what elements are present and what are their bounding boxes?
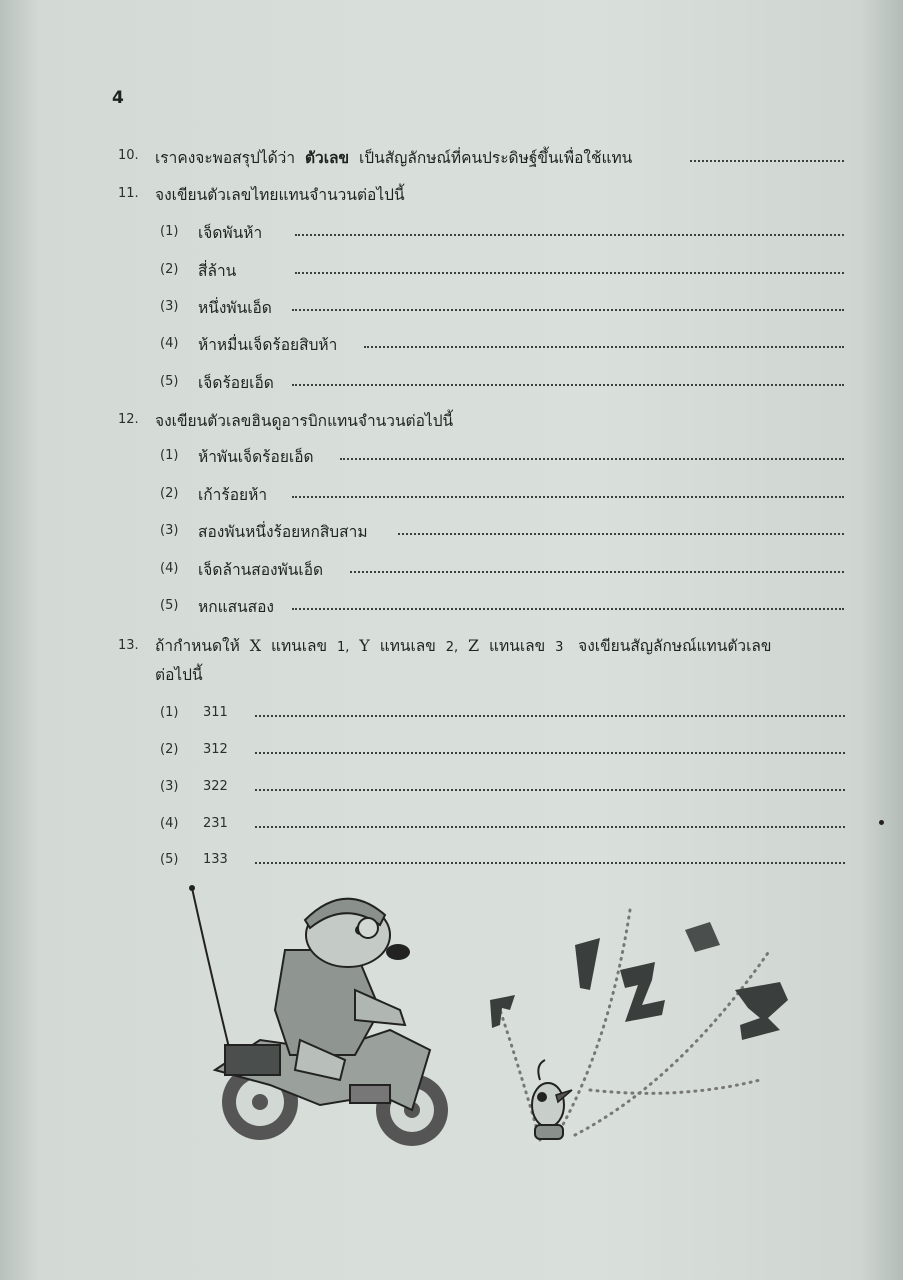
q11-item-3-number: (3) — [160, 299, 179, 314]
q13-item-1-label: 311 — [203, 705, 228, 720]
q11-item-2-number: (2) — [160, 262, 179, 277]
q12-item-2-label: เก้าร้อยห้า — [198, 486, 268, 504]
answer-line-q10[interactable] — [690, 160, 844, 162]
question-11-number: 11. — [118, 186, 139, 201]
q11-item-4-number: (4) — [160, 336, 179, 351]
q12-item-3-number: (3) — [160, 523, 179, 538]
ink-dot — [879, 820, 884, 825]
answer-line-q11-4[interactable] — [364, 346, 844, 348]
q13-word-2: แทนเลข — [270, 637, 328, 655]
dog-motorcycle-illustration — [180, 880, 470, 1160]
q12-item-2-number: (2) — [160, 486, 179, 501]
answer-line-q12-5[interactable] — [292, 608, 844, 610]
q12-item-4-label: เจ็ดล้านสองพันเอ็ด — [198, 561, 324, 579]
q13-item-3-label: 322 — [203, 779, 228, 794]
q13-item-2-label: 312 — [203, 742, 228, 757]
q11-item-3-label: หนึ่งพันเอ็ด — [198, 299, 272, 317]
question-10-text — [155, 145, 632, 170]
answer-line-q11-1[interactable] — [295, 234, 844, 236]
q13-item-5-number: (5) — [160, 852, 179, 867]
bird-numerals-illustration — [480, 900, 800, 1150]
answer-line-q13-4[interactable] — [255, 826, 845, 828]
answer-line-q12-4[interactable] — [350, 571, 844, 573]
q13-item-4-number: (4) — [160, 816, 179, 831]
q12-item-5-label: หกแสนสอง — [198, 598, 274, 616]
q13-symbol-x: X — [249, 636, 262, 655]
question-11-text: จงเขียนตัวเลขไทยแทนจำนวนต่อไปนี้ — [155, 186, 405, 204]
q13-item-4-label: 231 — [203, 816, 228, 831]
q13-word-3: แทนเลข — [379, 637, 436, 655]
q11-item-5-label: เจ็ดร้อยเอ็ด — [198, 374, 274, 392]
q11-item-1-number: (1) — [160, 224, 179, 239]
q12-item-1-number: (1) — [160, 448, 179, 463]
page-number: 4 — [112, 88, 124, 108]
q13-item-1-number: (1) — [160, 705, 179, 720]
q13-item-5-label: 133 — [203, 852, 228, 867]
q13-number-2: 2, — [445, 640, 459, 655]
answer-line-q12-1[interactable] — [340, 458, 844, 460]
q13-symbol-y: Y — [359, 636, 370, 655]
q10-bold-word: ตัวเลข — [304, 149, 350, 167]
answer-line-q13-2[interactable] — [255, 752, 845, 754]
q10-text-after: เป็นสัญลักษณ์ที่คนประดิษฐ์ขึ้นเพื่อใช้แทน — [358, 149, 633, 167]
question-10-number: 10. — [118, 148, 139, 163]
q13-symbol-z: Z — [468, 636, 480, 655]
question-13-text — [155, 633, 771, 658]
q12-item-1-label: ห้าพันเจ็ดร้อยเอ็ด — [198, 448, 314, 466]
answer-line-q11-5[interactable] — [292, 384, 844, 386]
q11-item-2-label: สี่ล้าน — [198, 262, 237, 280]
answer-line-q12-2[interactable] — [292, 496, 844, 498]
answer-line-q11-3[interactable] — [292, 309, 844, 311]
q10-text-before: เราคงจะพอสรุปได้ว่า — [155, 149, 296, 167]
q13-word-4: แทนเลข — [489, 637, 546, 655]
answer-line-q13-5[interactable] — [255, 862, 845, 864]
q12-item-4-number: (4) — [160, 561, 179, 576]
q11-item-4-label: ห้าหมื่นเจ็ดร้อยสิบห้า — [198, 336, 338, 354]
answer-line-q13-3[interactable] — [255, 789, 845, 791]
answer-line-q13-1[interactable] — [255, 715, 845, 717]
q11-item-1-label: เจ็ดพันห้า — [198, 224, 263, 242]
question-12-number: 12. — [118, 412, 139, 427]
question-12-text: จงเขียนตัวเลขฮินดูอารบิกแทนจำนวนต่อไปนี้ — [155, 412, 454, 430]
q13-number-3: 3 — [555, 640, 564, 655]
q13-word-1: ถ้ากำหนดให้ — [155, 637, 240, 655]
question-13-line-2: ต่อไปนี้ — [155, 666, 203, 684]
q13-item-2-number: (2) — [160, 742, 179, 757]
question-13-number: 13. — [118, 638, 139, 653]
answer-line-q11-2[interactable] — [295, 272, 844, 274]
q13-item-3-number: (3) — [160, 779, 179, 794]
q12-item-3-label: สองพันหนึ่งร้อยหกสิบสาม — [198, 523, 368, 541]
q11-item-5-number: (5) — [160, 374, 179, 389]
answer-line-q12-3[interactable] — [398, 533, 844, 535]
q13-number-1: 1, — [337, 640, 350, 655]
q13-word-5: จงเขียนสัญลักษณ์แทนตัวเลข — [578, 637, 772, 655]
q12-item-5-number: (5) — [160, 598, 179, 613]
